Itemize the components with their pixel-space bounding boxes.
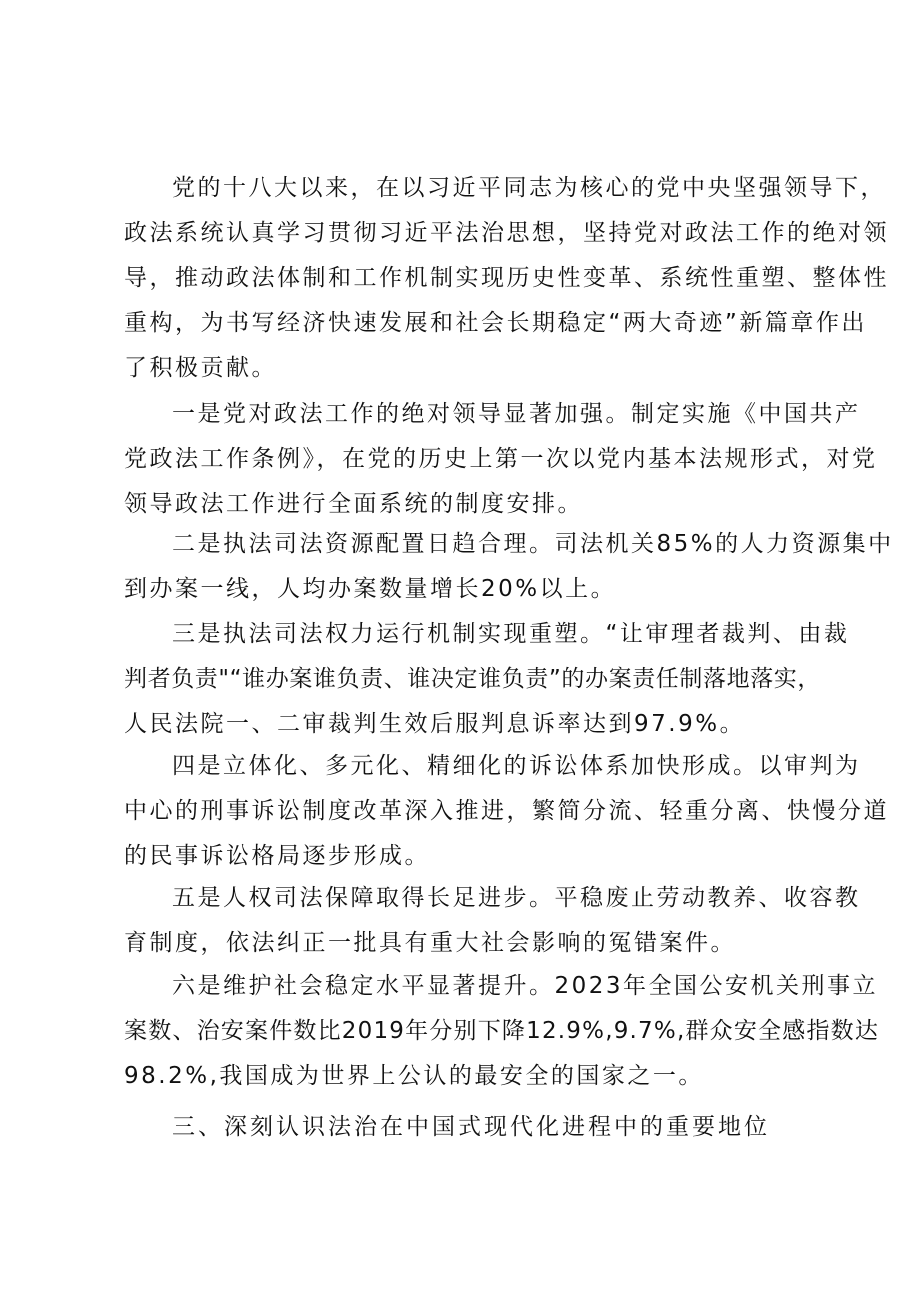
paragraph-line: 导，推动政法体制和工作机制实现历史性变革、系统性重塑、整体性 — [124, 265, 889, 291]
paragraph-point-1 — [124, 392, 878, 527]
paragraph-line: 六是维护社会稳定水平显著提升。2023年全国公安机关刑事立 — [172, 973, 879, 999]
section-heading: 三、深刻认识法治在中国式现代化进程中的重要地位 — [172, 1114, 770, 1140]
paragraph-line: 98.2%,我国成为世界上公认的最安全的国家之一。 — [124, 1063, 704, 1089]
paragraph-line: 党政法工作条例》，在党的历史上第一次以党内基本法规形式，对党 — [124, 446, 878, 472]
paragraph-line: 到办案一线，人均办案数量增长20%以上。 — [124, 576, 617, 602]
paragraph-point-5 — [124, 876, 861, 966]
paragraph-line: 政法系统认真学习贯彻习近平法治思想，坚持党对政法工作的绝对领 — [124, 220, 889, 246]
paragraph-line: 三是执法司法权力运行机制实现重塑。“让审理者裁判、由裁 — [172, 621, 850, 647]
paragraph-line: 育制度，依法纠正一批具有重大社会影响的冤错案件。 — [124, 930, 736, 956]
paragraph-intro — [124, 166, 889, 391]
paragraph-line: 人民法院一、二审裁判生效后服判息诉率达到97.9%。 — [124, 711, 746, 737]
paragraph-line: 四是立体化、多元化、精细化的诉讼体系加快形成。以审判为 — [172, 753, 861, 779]
paragraph-line: 二是执法司法资源配置日趋合理。司法机关85%的人力资源集中 — [172, 531, 894, 557]
paragraph-point-4 — [124, 744, 889, 879]
paragraph-line: 中心的刑事诉讼制度改革深入推进，繁简分流、轻重分离、快慢分道 — [124, 798, 889, 824]
paragraph-line: 判者负责"“谁办案谁负责、谁决定谁负责”的办案责任制落地落实， — [124, 666, 822, 692]
paragraph-line: 案数、治安案件数比2019年分别下降12.9%,9.7%,群众安全感指数达 — [124, 1018, 880, 1044]
paragraph-line: 一是党对政法工作的绝对领导显著加强。制定实施《中国共产 — [172, 401, 861, 427]
paragraph-point-2 — [124, 522, 894, 612]
paragraph-line: 了积极贡献。 — [124, 355, 277, 381]
paragraph-line: 党的十八大以来，在以习近平同志为核心的党中央坚强领导下， — [172, 175, 886, 201]
paragraph-line: 领导政法工作进行全面系统的制度安排。 — [124, 491, 583, 517]
paragraph-line: 五是人权司法保障取得长足进步。平稳废止劳动教养、收容教 — [172, 885, 861, 911]
paragraph-point-3 — [124, 612, 850, 747]
paragraph-point-6 — [124, 964, 880, 1099]
paragraph-line: 重构，为书写经济快速发展和社会长期稳定“两大奇迹”新篇章作出 — [124, 310, 867, 336]
paragraph-line: 的民事诉讼格局逐步形成。 — [124, 843, 430, 869]
